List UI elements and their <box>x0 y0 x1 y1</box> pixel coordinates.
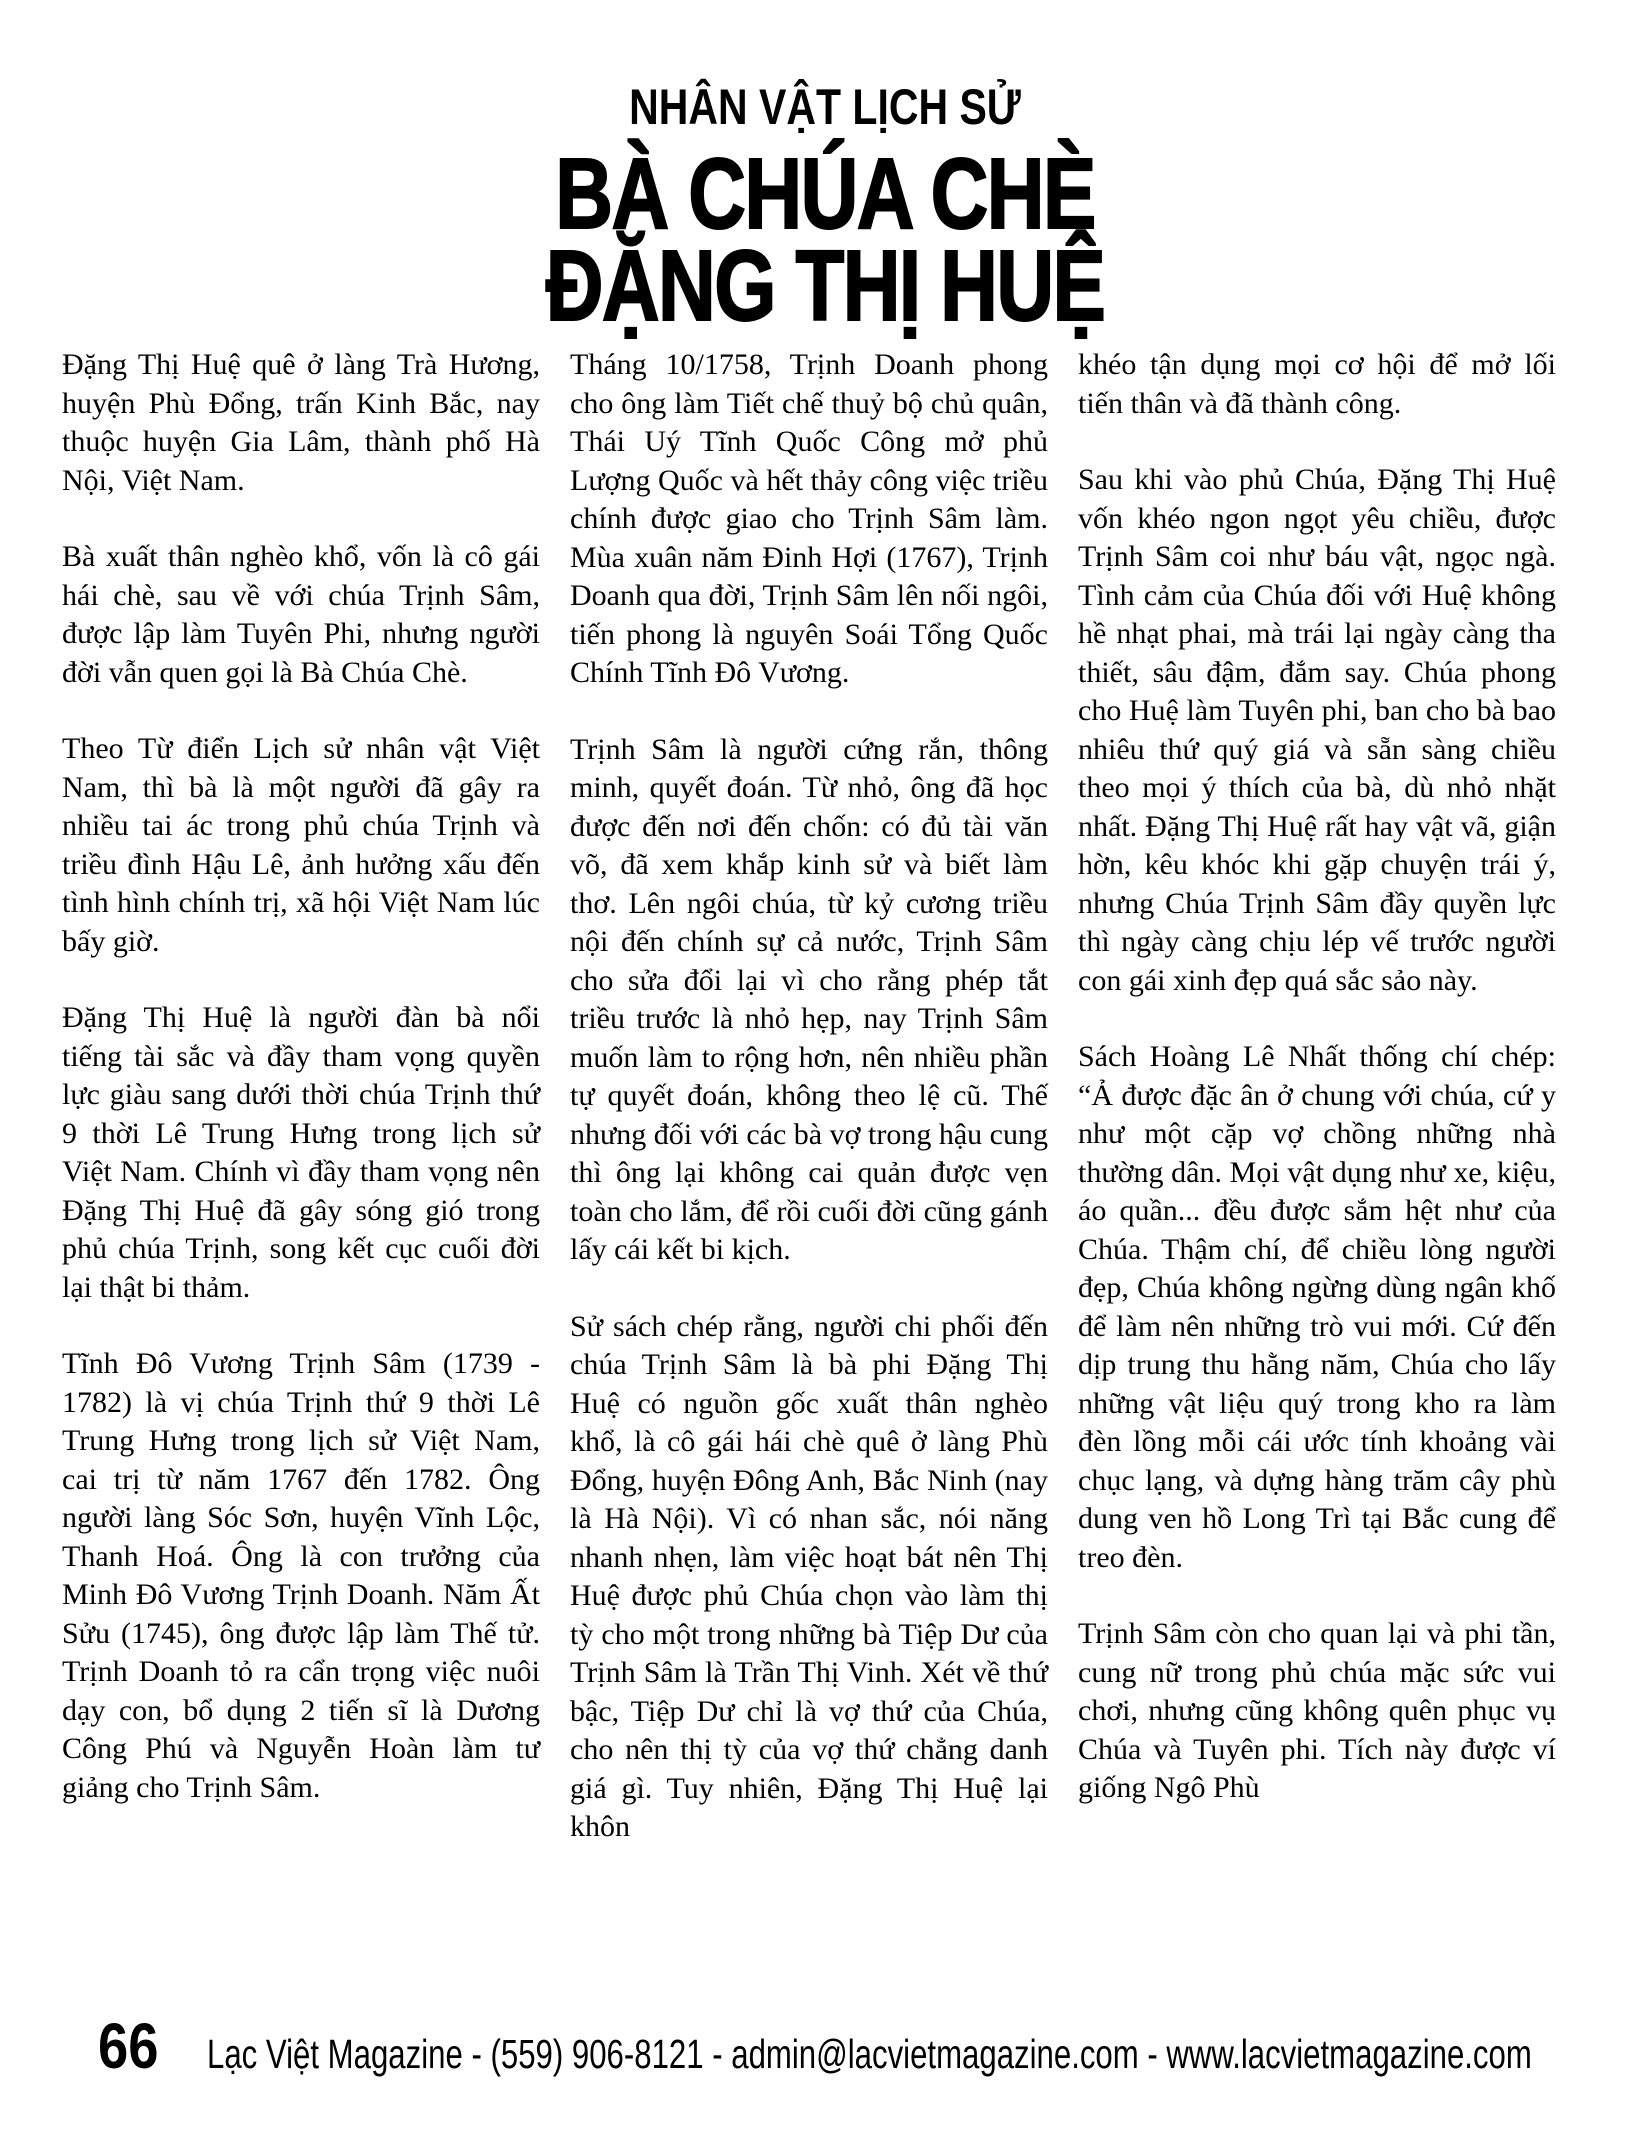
article-paragraph: Đặng Thị Huệ quê ở làng Trà Hương, huyện Phù Đổng, trấn Kinh Bắc, nay thuộc huyện Gia Lâm, thành phố Hà Nội, Việt Nam. <box>62 348 540 497</box>
article-paragraph: Theo Từ điển Lịch sử nhân vật Việt Nam, thì bà là một người đã gây ra nhiều tai ác trong phủ chúa Trịnh và triều đình Hậu Lê, ảnh hưởng xấu đến tình hình chính trị, xã hội Việt Nam lúc bấy giờ. <box>62 732 540 958</box>
article-paragraph: Sách Hoàng Lê Nhất thống chí chép: “Ả được đặc ân ở chung với chúa, cứ y như một cặp vợ chồng những nhà thường dân. Mọi vật dụng như xe, kiệu, áo quần... đều được sắm hệt như của Chúa. Thậm chí, để chiều lòng người đẹp, Chúa không ngừng dùng ngân khố để làm nên những trò vui mới. Cứ đến dịp trung thu hằng năm, Chúa cho lấy những vật liệu quý trong kho ra làm đèn lồng mỗi cái ước tính khoảng vài chục lạng, và dựng hàng trăm cây phù dung ven hồ Long Trì tại Bắc cung để treo đèn. <box>1078 1040 1556 1574</box>
section-kicker: NHÂN VẬT LỊCH SỬ <box>629 79 1021 135</box>
article-paragraph: Tháng 10/1758, Trịnh Doanh phong cho ông làm Tiết chế thuỷ bộ chủ quân, Thái Uý Tĩnh Quốc Công mở phủ Lượng Quốc và hết thảy công việc triều chính được giao cho Trịnh Sâm làm. Mùa xuân năm Đinh Hợi (1767), Trịnh Doanh qua đời, Trịnh Sâm lên nối ngôi, tiến phong là nguyên Soái Tổng Quốc Chính Tĩnh Đô Vương. <box>570 348 1048 689</box>
article-paragraph: Đặng Thị Huệ là người đàn bà nổi tiếng tài sắc và đầy tham vọng quyền lực giàu sang dưới thời chúa Trịnh thứ 9 thời Lê Trung Hưng trong lịch sử Việt Nam. Chính vì đầy tham vọng nên Đặng Thị Huệ đã gây sóng gió trong phủ chúa Trịnh, song kết cục cuối đời lại thật bi thảm. <box>62 1001 540 1304</box>
page-footer <box>98 2010 1650 2082</box>
article-paragraph: Bà xuất thân nghèo khổ, vốn là cô gái hái chè, sau về với chúa Trịnh Sâm, được lập làm Tuyên Phi, nhưng người đời vẫn quen gọi là Bà Chúa Chè. <box>62 540 540 689</box>
article-paragraph: Trịnh Sâm là người cứng rắn, thông minh, quyết đoán. Từ nhỏ, ông đã học được đến nơi đến chốn: có đủ tài văn võ, đã xem khắp kinh sử và biết làm thơ. Lên ngôi chúa, từ kỷ cương triều nội đến chính sự cả nước, Trịnh Sâm cho sửa đổi lại vì cho rằng phép tắt triều trước là nhỏ hẹp, nay Trịnh Sâm muốn làm to rộng hơn, nên nhiều phần tự quyết đoán, không theo lệ cũ. Thế nhưng đối với các bà vợ trong hậu cung thì ông lại không cai quản được vẹn toàn cho lắm, để rồi cuối đời cũng gánh lấy cái kết bi kịch. <box>570 732 1048 1266</box>
page-number: 66 <box>98 2010 159 2082</box>
article-paragraph: Trịnh Sâm còn cho quan lại và phi tần, cung nữ trong phủ chúa mặc sức vui chơi, nhưng cũng không quên phục vụ Chúa và Tuyên phi. Tích này được ví giống Ngô Phù <box>1078 1617 1556 1804</box>
article-column-2 <box>570 346 1048 1885</box>
article-title-line-1: BÀ CHÚA CHÈ <box>555 138 1095 250</box>
article-header <box>0 0 1650 342</box>
article-paragraph: khéo tận dụng mọi cơ hội để mở lối tiến thân và đã thành công. <box>1078 348 1556 420</box>
article-paragraph: Sử sách chép rằng, người chi phối đến chúa Trịnh Sâm là bà phi Đặng Thị Huệ có nguồn gốc xuất thân nghèo khổ, là cô gái hái chè quê ở làng Phù Đổng, huyện Đông Anh, Bắc Ninh (nay là Hà Nội). Vì có nhan sắc, nói năng nhanh nhẹn, làm việc hoạt bát nên Thị Huệ được phủ Chúa chọn vào làm thị tỳ cho một trong những bà Tiệp Dư của Trịnh Sâm là Trần Thị Vinh. Xét về thứ bậc, Tiệp Dư chỉ là vợ thứ của Chúa, cho nên thị tỳ của vợ thứ chẳng danh giá gì. Tuy nhiên, Đặng Thị Huệ lại khôn <box>570 1309 1048 1843</box>
article-body <box>0 346 1650 1885</box>
article-paragraph: Sau khi vào phủ Chúa, Đặng Thị Huệ vốn khéo ngon ngọt yêu chiều, được Trịnh Sâm coi như báu vật, ngọc ngà. Tình cảm của Chúa đối với Huệ không hề nhạt phai, mà trái lại ngày càng tha thiết, sâu đậm, đắm say. Chúa phong cho Huệ làm Tuyên phi, ban cho bà bao nhiêu thứ quý giá và sẵn sàng chiều theo mọi ý thích của bà, dù nhỏ nhặt nhất. Đặng Thị Huệ rất hay vật vã, giận hờn, kêu khóc khi gặp chuyện trái ý, nhưng Chúa Trịnh Sâm đầy quyền lực thì ngày càng chịu lép vế trước người con gái xinh đẹp quá sắc sảo này. <box>1078 463 1556 997</box>
article-column-1 <box>62 346 540 1885</box>
article-title-line-2: ĐẶNG THỊ HUỆ <box>545 230 1105 342</box>
article-paragraph: Tĩnh Đô Vương Trịnh Sâm (1739 - 1782) là vị chúa Trịnh thứ 9 thời Lê Trung Hưng trong lịch sử Việt Nam, cai trị từ năm 1767 đến 1782. Ông người làng Sóc Sơn, huyện Vĩnh Lộc, Thanh Hoá. Ông là con trưởng của Minh Đô Vương Trịnh Doanh. Năm Ất Sửu (1745), ông được lập làm Thế tử. Trịnh Doanh tỏ ra cẩn trọng việc nuôi dạy con, bổ dụng 2 tiến sĩ là Dương Công Phú và Nguyễn Hoàn làm tư giảng cho Trịnh Sâm. <box>62 1347 540 1804</box>
publication-contact-info: Lạc Việt Magazine - (559) 906-8121 - admin@lacvietmagazine.com - www.lacvietmagazine.com <box>207 2031 1532 2077</box>
article-title <box>0 138 1650 342</box>
article-column-3 <box>1078 346 1556 1885</box>
